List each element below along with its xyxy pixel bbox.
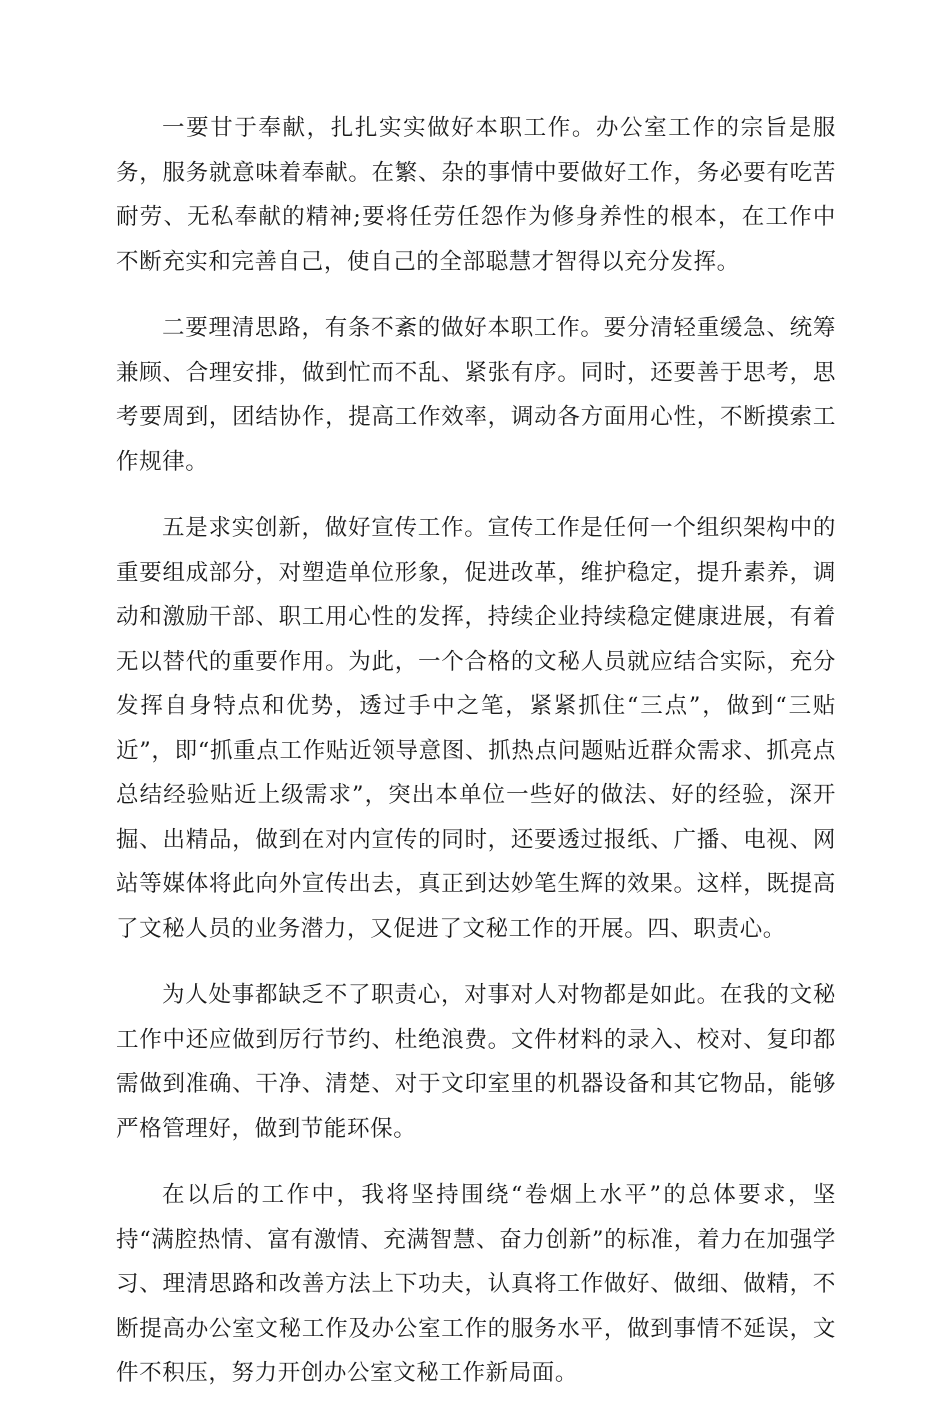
paragraph-responsibility: 为人处事都缺乏不了职责心，对事对人对物都是如此。在我的文秘工作中还应做到厉行节约、杜绝浪费。文件材料的录入、校对、复印都需做到准确、干净、清楚、对于文印室里的机器设备和其它物品，能够严格管理好，做到节能环保。 [116,982,836,1142]
paragraph-future-work: 在以后的工作中，我将坚持围绕“卷烟上水平”的总体要求，坚持“满腔热情、富有激情、充满智慧、奋力创新”的标准，着力在加强学习、理清思路和改善方法上下功夫，认真将工作做好、做细、做精，不断提高办公室文秘工作及办公室工作的服务水平，做到事情不延误，文件不积压，努力开创办公室文秘工作新局面。 [116,1182,836,1386]
paragraph-publicity: 五是求实创新，做好宣传工作。宣传工作是任何一个组织架构中的重要组成部分，对塑造单位形象，促进改革，维护稳定，提升素养，调动和激励干部、职工用心性的发挥，持续企业持续稳定健康进展，有着无以替代的重要作用。为此，一个合格的文秘人员就应结合实际，充分发挥自身特点和优势，透过手中之笔，紧紧抓住“三点”，做到“三贴近”，即“抓重点工作贴近领导意图、抓热点问题贴近群众需求、抓亮点总结经验贴近上级需求”，突出本单位一些好的做法、好的经验，深开掘、出精品，做到在对内宣传的同时，还要透过报纸、广播、电视、网站等媒体将此向外宣传出去，真正到达妙笔生辉的效果。这样，既提高了文秘人员的业务潜力，又促进了文秘工作的开展。四、职责心。 [116,515,836,942]
paragraph-dedication: 一要甘于奉献，扎扎实实做好本职工作。办公室工作的宗旨是服务，服务就意味着奉献。在繁、杂的事情中要做好工作，务必要有吃苦耐劳、无私奉献的精神;要将任劳任怨作为修身养性的根本，在工作中不断充实和完善自己，使自己的全部聪慧才智得以充分发挥。 [116,115,836,275]
document-body [116,106,836,1418]
paragraph-clear-thinking: 二要理清思路，有条不紊的做好本职工作。要分清轻重缓急、统筹兼顾、合理安排，做到忙而不乱、紧张有序。同时，还要善于思考，思考要周到，团结协作，提高工作效率，调动各方面用心性，不断摸索工作规律。 [116,315,836,475]
